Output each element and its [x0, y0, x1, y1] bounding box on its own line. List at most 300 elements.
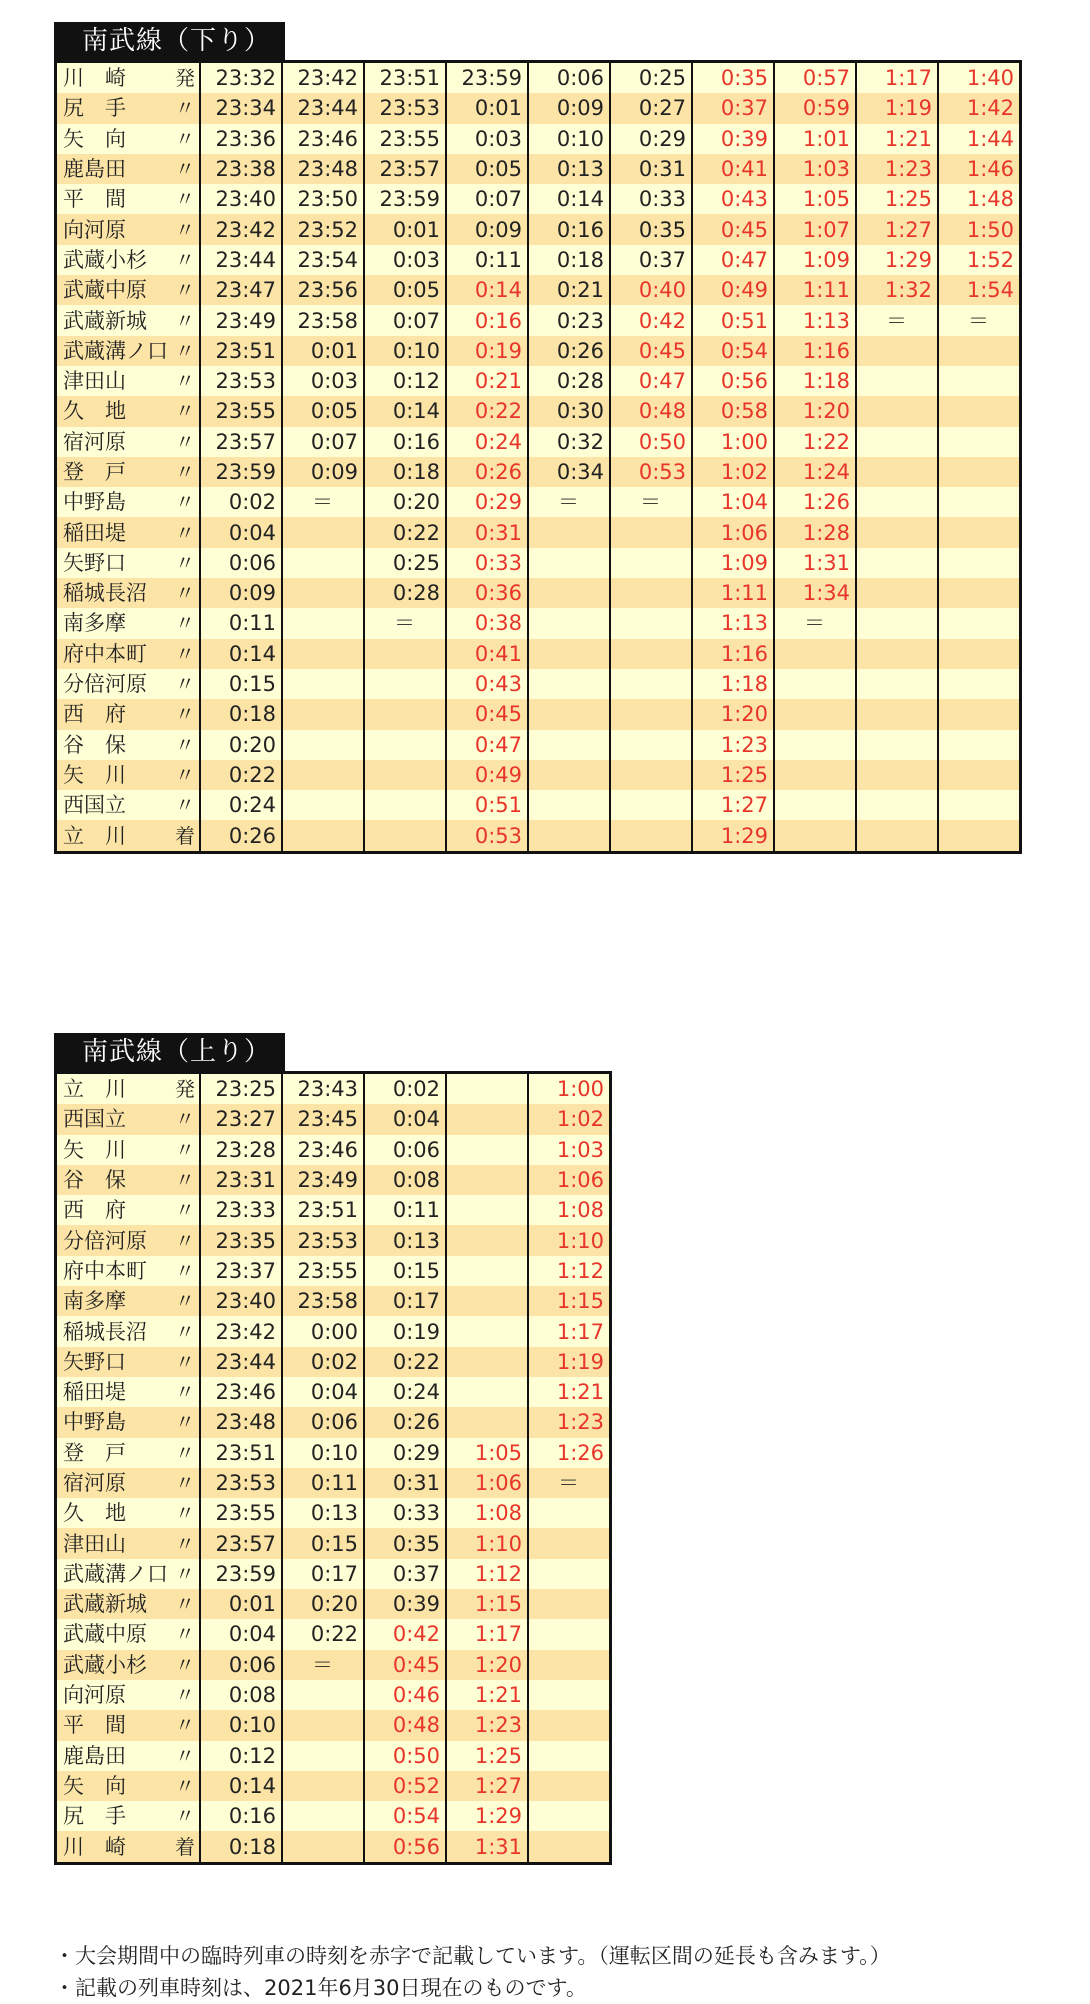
time-cell — [774, 820, 856, 852]
time-cell — [528, 578, 610, 608]
time-cell: 0:16 — [200, 1801, 282, 1831]
table-row — [56, 154, 1021, 184]
table-row — [56, 124, 1021, 154]
station-suffix: 〃 — [175, 1501, 195, 1526]
table-row — [56, 608, 1021, 638]
time-cell — [446, 1073, 528, 1105]
station-suffix: 〃 — [175, 1319, 195, 1344]
time-cell: 0:33 — [446, 548, 528, 578]
station-name: 南多摩 — [63, 611, 126, 636]
time-cell — [282, 548, 364, 578]
time-cell: 0:14 — [446, 275, 528, 305]
station-suffix: 〃 — [175, 278, 195, 303]
station-suffix: 〃 — [175, 1804, 195, 1829]
time-cell: 23:28 — [200, 1135, 282, 1165]
time-cell — [528, 1528, 611, 1558]
time-cell: 0:48 — [610, 396, 692, 426]
time-cell: 0:43 — [692, 184, 774, 214]
table-row — [56, 790, 1021, 820]
time-cell: 0:41 — [446, 639, 528, 669]
table-row — [56, 1498, 611, 1528]
station-name: 分倍河原 — [63, 672, 147, 697]
time-cell: 0:54 — [692, 336, 774, 366]
station-suffix: 〃 — [175, 672, 195, 697]
time-cell: 23:40 — [200, 1286, 282, 1316]
time-cell: 1:27 — [446, 1771, 528, 1801]
time-cell: 1:21 — [446, 1680, 528, 1710]
table-row — [56, 1741, 611, 1771]
time-cell: 0:07 — [446, 184, 528, 214]
time-cell — [528, 639, 610, 669]
time-cell: 0:10 — [528, 124, 610, 154]
time-cell: 23:47 — [200, 275, 282, 305]
time-cell: 1:29 — [856, 245, 938, 275]
time-cell: 1:20 — [692, 699, 774, 729]
time-cell — [528, 1498, 611, 1528]
time-cell — [282, 669, 364, 699]
table-row — [56, 1468, 611, 1498]
time-cell: 0:11 — [446, 245, 528, 275]
footnote: ・大会期間中の臨時列車の時刻を赤字で記載しています。（運転区間の延長も含みます。） — [54, 1944, 891, 1968]
time-cell: 0:21 — [446, 366, 528, 396]
time-cell: 0:48 — [364, 1710, 446, 1740]
time-cell: 0:31 — [446, 517, 528, 547]
station-name: 川 崎 — [63, 1834, 126, 1859]
time-cell: 23:55 — [200, 1498, 282, 1528]
time-cell: 0:28 — [528, 366, 610, 396]
station-name: 稲城長沼 — [63, 1319, 147, 1344]
station-cell — [56, 1073, 201, 1105]
time-cell: 1:17 — [528, 1316, 611, 1346]
time-cell: 0:53 — [446, 820, 528, 852]
time-cell: 23:55 — [364, 124, 446, 154]
time-cell — [938, 639, 1021, 669]
time-cell: 0:06 — [200, 548, 282, 578]
station-suffix: 〃 — [175, 369, 195, 394]
time-cell — [446, 1225, 528, 1255]
time-cell — [856, 639, 938, 669]
time-cell: 0:09 — [446, 214, 528, 244]
time-cell: 23:56 — [282, 275, 364, 305]
time-cell: 1:11 — [774, 275, 856, 305]
time-cell: 1:26 — [528, 1438, 611, 1468]
time-cell: 23:42 — [200, 1316, 282, 1346]
station-suffix: 〃 — [175, 1107, 195, 1132]
time-cell: 1:16 — [774, 336, 856, 366]
time-cell: 23:48 — [200, 1407, 282, 1437]
time-cell — [938, 457, 1021, 487]
table-row — [56, 245, 1021, 275]
table-row — [56, 1680, 611, 1710]
station-cell — [56, 1225, 201, 1255]
time-cell: 1:06 — [446, 1468, 528, 1498]
station-cell — [56, 669, 201, 699]
time-cell: 0:04 — [200, 1619, 282, 1649]
station-cell — [56, 1528, 201, 1558]
time-cell: 0:02 — [364, 1073, 446, 1105]
time-cell: 0:31 — [610, 154, 692, 184]
time-cell — [856, 427, 938, 457]
station-cell — [56, 1468, 201, 1498]
time-cell: 23:31 — [200, 1165, 282, 1195]
time-cell: 0:11 — [282, 1468, 364, 1498]
time-cell: 23:27 — [200, 1104, 282, 1134]
time-cell — [856, 730, 938, 760]
time-cell: 23:54 — [282, 245, 364, 275]
time-cell: 1:15 — [528, 1286, 611, 1316]
time-cell: 1:07 — [774, 214, 856, 244]
time-cell: 23:44 — [200, 245, 282, 275]
time-cell: 1:50 — [938, 214, 1021, 244]
time-cell: 23:55 — [200, 396, 282, 426]
time-cell: 0:04 — [200, 517, 282, 547]
station-cell — [56, 820, 201, 852]
time-cell: 0:15 — [282, 1528, 364, 1558]
time-cell: 1:24 — [774, 457, 856, 487]
time-cell: 0:28 — [364, 578, 446, 608]
time-cell: 23:51 — [200, 336, 282, 366]
station-cell — [56, 790, 201, 820]
station-cell — [56, 396, 201, 426]
station-suffix: 発 — [175, 66, 195, 91]
time-cell: 1:02 — [692, 457, 774, 487]
time-cell — [528, 760, 610, 790]
time-cell: 0:20 — [364, 487, 446, 517]
time-cell — [610, 639, 692, 669]
station-cell — [56, 1316, 201, 1346]
up-timetable-title: 南武線（上り） — [54, 1033, 285, 1071]
time-cell: 0:11 — [200, 608, 282, 638]
station-name: 中野島 — [63, 490, 126, 515]
table-row — [56, 275, 1021, 305]
station-name: 立 川 — [63, 823, 126, 848]
footnotes — [54, 1940, 891, 2004]
time-cell: 1:00 — [528, 1073, 611, 1105]
time-cell: 0:24 — [446, 427, 528, 457]
time-cell: 0:22 — [200, 760, 282, 790]
time-cell: 0:42 — [364, 1619, 446, 1649]
station-cell — [56, 1741, 201, 1771]
station-name: 武蔵溝ノ口 — [63, 338, 168, 363]
station-cell — [56, 214, 201, 244]
time-cell: 0:09 — [200, 578, 282, 608]
station-name: 稲田堤 — [63, 1380, 126, 1405]
station-name: 鹿島田 — [63, 157, 126, 182]
time-cell: ＝ — [282, 1650, 364, 1680]
station-suffix: 着 — [175, 1834, 195, 1859]
time-cell: 0:52 — [364, 1771, 446, 1801]
time-cell: 0:18 — [200, 699, 282, 729]
table-row — [56, 427, 1021, 457]
station-cell — [56, 366, 201, 396]
time-cell: 23:46 — [282, 1135, 364, 1165]
time-cell — [856, 760, 938, 790]
time-cell — [364, 639, 446, 669]
station-suffix: 〃 — [175, 399, 195, 424]
time-cell: 1:42 — [938, 93, 1021, 123]
time-cell — [282, 1741, 364, 1771]
time-cell — [610, 669, 692, 699]
time-cell: 0:26 — [364, 1407, 446, 1437]
station-cell — [56, 1801, 201, 1831]
time-cell: 1:10 — [446, 1528, 528, 1558]
time-cell: 0:19 — [446, 336, 528, 366]
time-cell: 0:05 — [282, 396, 364, 426]
time-cell: 0:30 — [528, 396, 610, 426]
time-cell — [938, 730, 1021, 760]
time-cell: 0:49 — [692, 275, 774, 305]
time-cell — [774, 639, 856, 669]
time-cell: 1:17 — [856, 62, 938, 94]
station-name: 矢 川 — [63, 1137, 126, 1162]
time-cell: 0:07 — [282, 427, 364, 457]
time-cell: 0:39 — [364, 1589, 446, 1619]
station-name: 矢 向 — [63, 126, 126, 151]
station-suffix: 〃 — [175, 1743, 195, 1768]
station-cell — [56, 1589, 201, 1619]
time-cell — [282, 1801, 364, 1831]
time-cell: 0:04 — [282, 1377, 364, 1407]
station-suffix: 〃 — [175, 1773, 195, 1798]
station-name: 中野島 — [63, 1410, 126, 1435]
time-cell: 1:29 — [446, 1801, 528, 1831]
time-cell — [528, 820, 610, 852]
time-cell: 0:19 — [364, 1316, 446, 1346]
time-cell: 23:40 — [200, 184, 282, 214]
time-cell: 0:06 — [528, 62, 610, 94]
time-cell — [528, 1680, 611, 1710]
time-cell: 1:29 — [692, 820, 774, 852]
station-name: 津田山 — [63, 369, 126, 394]
table-row — [56, 305, 1021, 335]
station-suffix: 〃 — [175, 581, 195, 606]
station-cell — [56, 1438, 201, 1468]
time-cell: 1:48 — [938, 184, 1021, 214]
time-cell: 0:33 — [610, 184, 692, 214]
time-cell: 0:22 — [364, 1347, 446, 1377]
time-cell — [446, 1165, 528, 1195]
time-cell — [856, 396, 938, 426]
time-cell — [774, 730, 856, 760]
station-suffix: 〃 — [175, 611, 195, 636]
time-cell: 1:08 — [528, 1195, 611, 1225]
time-cell: 23:51 — [200, 1438, 282, 1468]
time-cell — [938, 517, 1021, 547]
time-cell: 0:37 — [610, 245, 692, 275]
time-cell: 0:50 — [610, 427, 692, 457]
time-cell: 23:36 — [200, 124, 282, 154]
station-suffix: 発 — [175, 1077, 195, 1102]
station-suffix: 〃 — [175, 641, 195, 666]
station-suffix: 〃 — [175, 217, 195, 242]
time-cell — [364, 730, 446, 760]
time-cell — [938, 608, 1021, 638]
table-row — [56, 1256, 611, 1286]
time-cell — [282, 699, 364, 729]
time-cell: 23:51 — [282, 1195, 364, 1225]
station-cell — [56, 1619, 201, 1649]
station-suffix: 〃 — [175, 1592, 195, 1617]
station-cell — [56, 93, 201, 123]
time-cell: 0:24 — [200, 790, 282, 820]
table-row — [56, 1135, 611, 1165]
time-cell: 1:06 — [692, 517, 774, 547]
time-cell: 1:23 — [856, 154, 938, 184]
table-row — [56, 1225, 611, 1255]
station-cell — [56, 1135, 201, 1165]
time-cell: 1:31 — [774, 548, 856, 578]
time-cell: 0:49 — [446, 760, 528, 790]
time-cell: 23:49 — [282, 1165, 364, 1195]
time-cell: 0:45 — [610, 336, 692, 366]
time-cell: 0:32 — [528, 427, 610, 457]
station-cell — [56, 1650, 201, 1680]
station-suffix: 〃 — [175, 702, 195, 727]
station-cell — [56, 699, 201, 729]
station-suffix: 〃 — [175, 1198, 195, 1223]
time-cell — [364, 790, 446, 820]
time-cell — [528, 1801, 611, 1831]
time-cell: 0:38 — [446, 608, 528, 638]
station-suffix: 着 — [175, 823, 195, 848]
table-row — [56, 214, 1021, 244]
time-cell: 1:16 — [692, 639, 774, 669]
table-row — [56, 699, 1021, 729]
time-cell — [528, 1831, 611, 1863]
station-suffix: 〃 — [175, 157, 195, 182]
time-cell: 0:46 — [364, 1680, 446, 1710]
station-cell — [56, 1256, 201, 1286]
station-name: 登 戸 — [63, 460, 126, 484]
time-cell — [774, 760, 856, 790]
time-cell: 23:50 — [282, 184, 364, 214]
time-cell — [446, 1347, 528, 1377]
table-row — [56, 396, 1021, 426]
station-cell — [56, 1559, 201, 1589]
time-cell: 23:53 — [200, 366, 282, 396]
time-cell — [528, 669, 610, 699]
station-suffix: 〃 — [175, 1713, 195, 1738]
station-suffix: 〃 — [175, 247, 195, 272]
time-cell: 23:43 — [282, 1073, 364, 1105]
station-name: 向河原 — [63, 217, 126, 242]
station-suffix: 〃 — [175, 1440, 195, 1465]
time-cell: 0:23 — [528, 305, 610, 335]
time-cell — [528, 1589, 611, 1619]
time-cell: 1:19 — [528, 1347, 611, 1377]
time-cell: 1:26 — [774, 487, 856, 517]
station-suffix: 〃 — [175, 460, 195, 484]
time-cell: 0:06 — [364, 1135, 446, 1165]
time-cell: 0:06 — [200, 1650, 282, 1680]
station-cell — [56, 730, 201, 760]
station-name: 稲城長沼 — [63, 581, 147, 606]
station-suffix: 〃 — [175, 732, 195, 757]
time-cell: 23:42 — [282, 62, 364, 94]
time-cell: 0:22 — [364, 517, 446, 547]
time-cell — [610, 820, 692, 852]
time-cell: 0:45 — [692, 214, 774, 244]
station-cell — [56, 305, 201, 335]
time-cell — [528, 1559, 611, 1589]
time-cell — [282, 639, 364, 669]
time-cell: 0:02 — [282, 1347, 364, 1377]
time-cell — [774, 669, 856, 699]
time-cell — [938, 669, 1021, 699]
table-row — [56, 578, 1021, 608]
time-cell — [938, 578, 1021, 608]
table-row — [56, 1407, 611, 1437]
time-cell — [528, 548, 610, 578]
time-cell — [938, 487, 1021, 517]
table-row — [56, 1589, 611, 1619]
time-cell: 1:40 — [938, 62, 1021, 94]
time-cell — [856, 578, 938, 608]
time-cell: 0:57 — [774, 62, 856, 94]
station-name: 矢野口 — [63, 1349, 126, 1374]
time-cell: 0:05 — [364, 275, 446, 305]
table-row — [56, 1073, 611, 1105]
station-name: 鹿島田 — [63, 1743, 126, 1768]
table-row — [56, 517, 1021, 547]
time-cell: 0:06 — [282, 1407, 364, 1437]
time-cell: 23:49 — [200, 305, 282, 335]
time-cell: 1:27 — [692, 790, 774, 820]
time-cell — [282, 608, 364, 638]
station-suffix: 〃 — [175, 96, 195, 121]
station-cell — [56, 184, 201, 214]
time-cell: 23:59 — [200, 457, 282, 487]
station-suffix: 〃 — [175, 1258, 195, 1283]
station-suffix: 〃 — [175, 1380, 195, 1405]
time-cell: 23:42 — [200, 214, 282, 244]
time-cell: 0:14 — [200, 1771, 282, 1801]
time-cell — [282, 730, 364, 760]
time-cell: 0:45 — [446, 699, 528, 729]
time-cell: 0:15 — [364, 1256, 446, 1286]
time-cell: 0:03 — [282, 366, 364, 396]
time-cell: 0:22 — [282, 1619, 364, 1649]
time-cell: 0:03 — [446, 124, 528, 154]
station-cell — [56, 124, 201, 154]
time-cell: ＝ — [938, 305, 1021, 335]
time-cell: 23:25 — [200, 1073, 282, 1105]
station-name: 西 府 — [63, 1198, 126, 1223]
station-name: 尻 手 — [63, 96, 126, 121]
table-row — [56, 1650, 611, 1680]
time-cell — [610, 730, 692, 760]
time-cell: 0:42 — [610, 305, 692, 335]
time-cell: 0:29 — [364, 1438, 446, 1468]
station-suffix: 〃 — [175, 520, 195, 545]
table-row — [56, 1165, 611, 1195]
station-name: 矢野口 — [63, 550, 126, 575]
time-cell: 0:12 — [200, 1741, 282, 1771]
station-cell — [56, 336, 201, 366]
time-cell — [282, 760, 364, 790]
time-cell: 0:14 — [528, 184, 610, 214]
time-cell: 0:14 — [200, 639, 282, 669]
time-cell: 0:05 — [446, 154, 528, 184]
station-cell — [56, 62, 201, 94]
station-cell — [56, 1831, 201, 1863]
time-cell: 0:09 — [282, 457, 364, 487]
table-row — [56, 457, 1021, 487]
time-cell — [856, 820, 938, 852]
time-cell — [856, 548, 938, 578]
time-cell: 0:50 — [364, 1741, 446, 1771]
time-cell — [856, 517, 938, 547]
